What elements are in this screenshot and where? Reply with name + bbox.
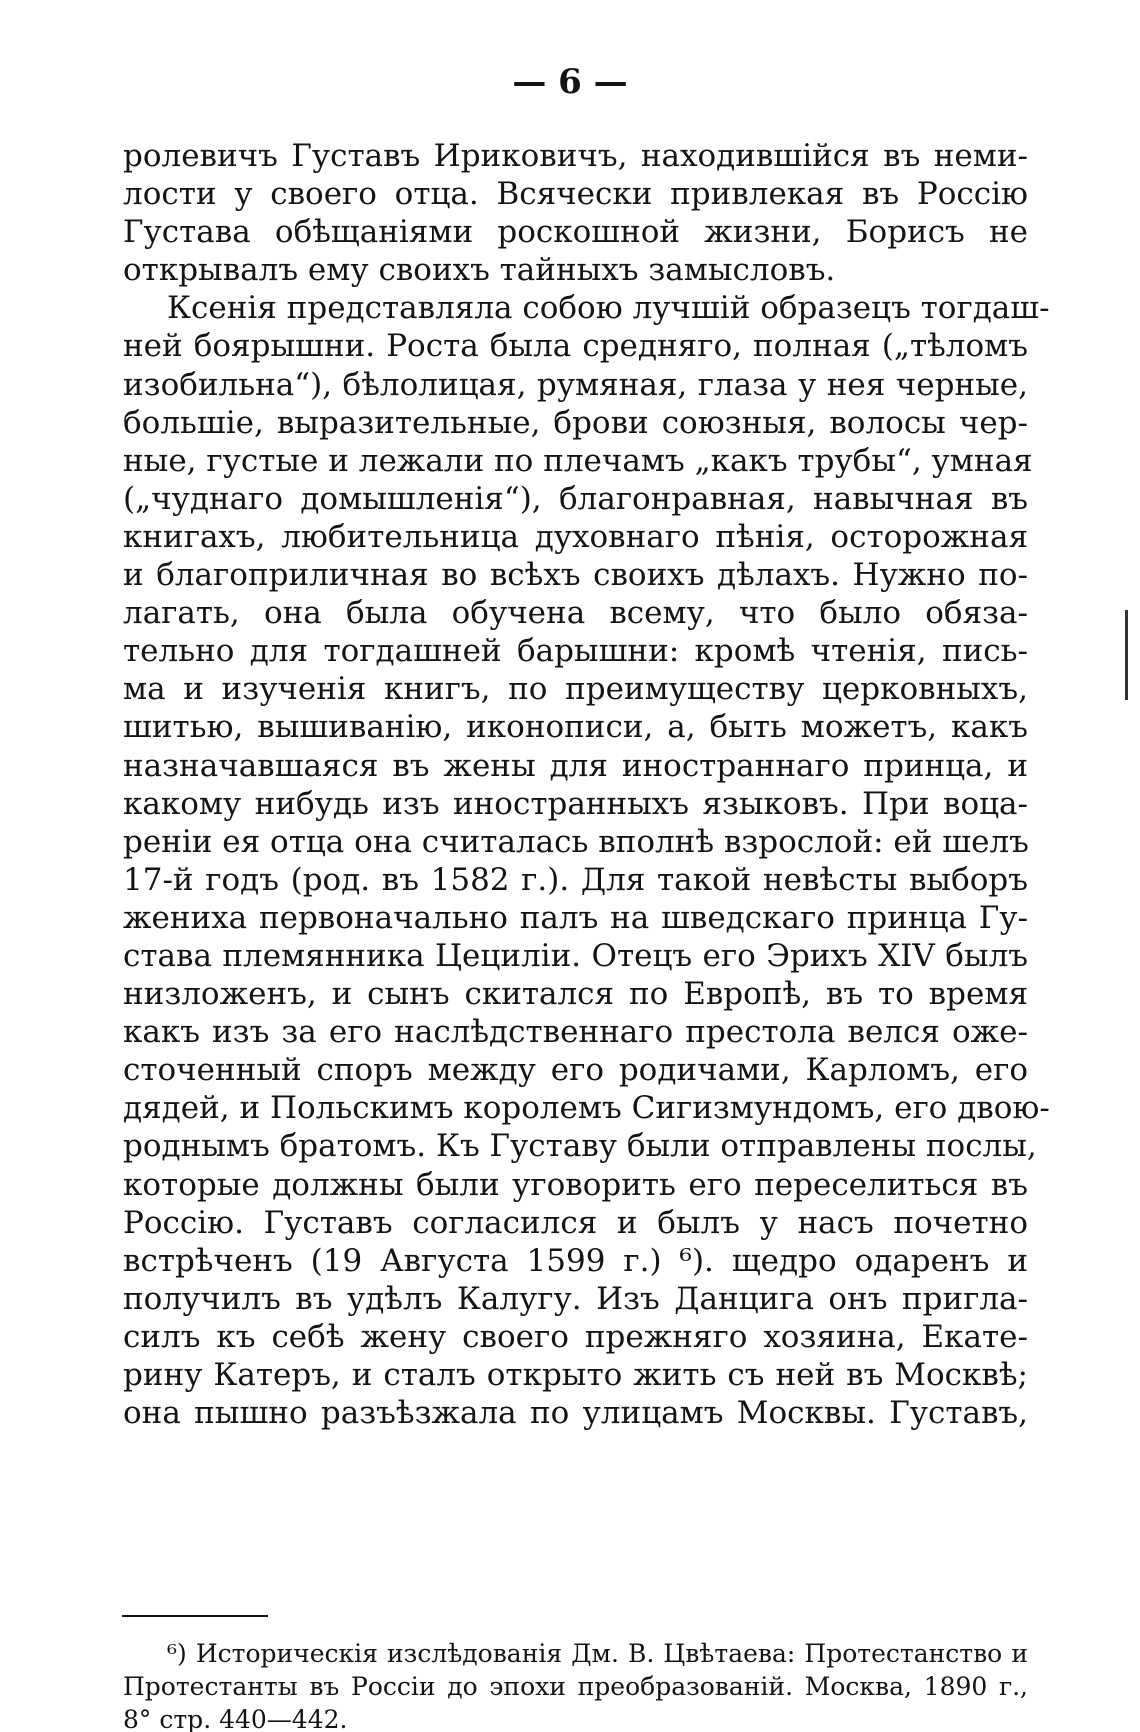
footnote-divider bbox=[122, 1615, 268, 1617]
text-line: большіе, выразительные, брови союзныя, волосы чер- bbox=[123, 404, 1028, 441]
text-line: Ксенія представляла собою лучшій образецъ тогдаш- bbox=[167, 290, 1050, 327]
text-line: Россію. Густавъ согласился и былъ у насъ почетно bbox=[123, 1204, 1028, 1241]
text-line: силъ къ себѣ жену своего прежняго хозяина, Екате- bbox=[123, 1318, 1028, 1355]
footnote-line: Протестанты въ Россіи до эпохи преобразованій. Москва, 1890 г., bbox=[123, 1672, 1028, 1701]
text-line: реніи ея отца она считалась вполнѣ взрослой: ей шелъ bbox=[123, 823, 1029, 860]
text-line: открывалъ ему своихъ тайныхъ замысловъ. bbox=[123, 252, 836, 289]
footnote bbox=[123, 1637, 1028, 1732]
text-line: рину Катеръ, и сталъ открыто жить съ ней въ Москвѣ; bbox=[123, 1357, 1028, 1393]
text-line: и благоприличная во всѣхъ своихъ дѣлахъ. Нужно по- bbox=[123, 557, 1028, 594]
text-line: лости у своего отца. Всячески привлекая въ Россію bbox=[123, 176, 1028, 213]
body-text bbox=[123, 137, 1050, 1432]
text-line: лагать, она была обучена всему, что было обяза- bbox=[123, 595, 1028, 632]
text-line: которые должны были уговорить его переселиться въ bbox=[123, 1166, 1028, 1203]
text-line: шитью, вышиванію, иконописи, а, быть можетъ, какъ bbox=[123, 709, 1028, 746]
text-line: она пышно разъѣзжала по улицамъ Москвы. Густавъ, bbox=[123, 1395, 1028, 1432]
text-line: ма и изученія книгъ, по преимуществу церковныхъ, bbox=[123, 671, 1028, 708]
text-line: става племянника Цециліи. Отецъ его Эрихъ XIV былъ bbox=[123, 937, 1028, 974]
text-line: какому нибудь изъ иностранныхъ языковъ. При воца- bbox=[123, 785, 1028, 822]
text-line: дядей, и Польскимъ королемъ Сигизмундомъ, его двою- bbox=[123, 1090, 1050, 1127]
text-line: сточенный споръ между его родичами, Карломъ, его bbox=[123, 1052, 1028, 1089]
text-line: роднымъ братомъ. Къ Густаву были отправлены послы, bbox=[123, 1128, 1037, 1165]
text-line: ные, густые и лежали по плечамъ „какъ трубы“, умная bbox=[123, 442, 1033, 479]
text-line: встрѣченъ (19 Августа 1599 г.) ⁶). щедро одаренъ и bbox=[123, 1242, 1028, 1279]
text-line: получилъ въ удѣлъ Калугу. Изъ Данцига онъ пригла- bbox=[123, 1280, 1028, 1317]
text-line: жениха первоначально палъ на шведскаго принца Гу- bbox=[123, 899, 1028, 936]
text-line: ней боярышни. Роста была средняго, полная („тѣломъ bbox=[123, 328, 1028, 365]
footnote-line: 8° стр. 440—442. bbox=[123, 1705, 348, 1732]
text-line: ролевичъ Густавъ Ириковичъ, находившійся въ неми- bbox=[123, 138, 1028, 174]
page-number: — 6 — bbox=[512, 62, 628, 102]
text-line: („чуднаго домышленія“), благонравная, навычная въ bbox=[123, 480, 1028, 517]
footnote-line: ⁶) Историческія изслѣдованія Дм. В. Цвѣтаева: Протестанство и bbox=[167, 1639, 1028, 1668]
margin-mark bbox=[1125, 610, 1128, 700]
text-line: книгахъ, любительница духовнаго пѣнія, осторожная bbox=[123, 518, 1028, 555]
text-line: 17-й годъ (род. въ 1582 г.). Для такой невѣсты выборъ bbox=[123, 861, 1028, 898]
text-line: изобильна“), бѣлолицая, румяная, глаза у нея черные, bbox=[123, 366, 1028, 403]
text-line: назначавшаяся въ жены для иностраннаго принца, и bbox=[123, 747, 1028, 784]
text-line: какъ изъ за его наслѣдственнаго престола велся оже- bbox=[123, 1014, 1028, 1051]
text-line: тельно для тогдашней барышни: кромѣ чтенія, пись- bbox=[123, 633, 1028, 670]
text-line: Густава обѣщаніями роскошной жизни, Борисъ не bbox=[123, 214, 1028, 251]
text-line: низложенъ, и сынъ скитался по Европѣ, въ то время bbox=[123, 976, 1028, 1013]
